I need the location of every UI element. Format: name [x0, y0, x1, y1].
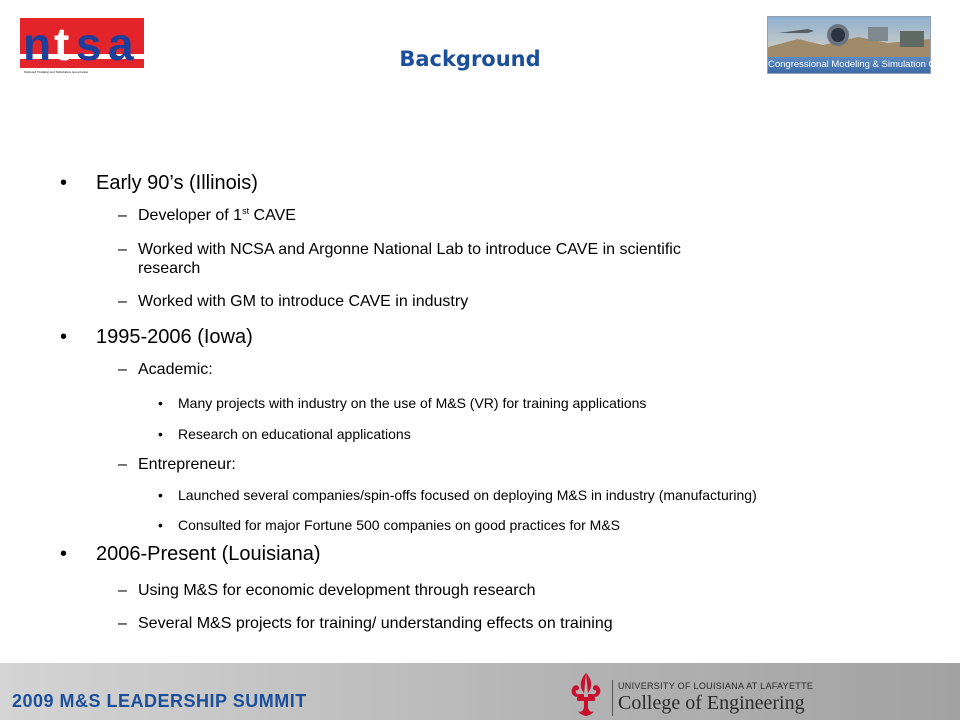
item-gm-industry: Worked with GM to introduce CAVE in industry — [138, 293, 469, 310]
caucus-banner — [767, 16, 961, 74]
ntsa-letter-n: n — [23, 18, 52, 70]
caucus-photo — [768, 17, 930, 57]
ntsa-letter-t: t — [54, 18, 70, 70]
university-name: UNIVERSITY OF LOUISIANA AT LAFAYETTE — [618, 681, 814, 691]
caucus-text: Congressional Modeling & Simulation Caucus — [768, 59, 961, 70]
slide-title: Background — [399, 47, 541, 71]
dash-marker: – — [118, 582, 127, 599]
ordinal-suffix: st — [242, 206, 250, 216]
bullet-marker: • — [60, 172, 68, 194]
footer-title: 2009 M&S LEADERSHIP SUMMIT — [12, 691, 307, 711]
bullet-marker: • — [158, 517, 163, 533]
fleur-de-lis-icon — [568, 671, 604, 717]
dash-marker: – — [118, 361, 127, 378]
bullet-marker: • — [158, 426, 163, 442]
item-training-applications: Many projects with industry on the use of M&S (VR) for training applications — [178, 395, 647, 411]
subheading-academic: Academic: — [138, 361, 213, 378]
item-economic-development: Using M&S for economic development through research — [138, 582, 536, 599]
ntsa-letter-s: s — [76, 18, 102, 70]
item-fortune-500: Consulted for major Fortune 500 companies on good practices for M&S — [178, 517, 621, 533]
item-developer-cave — [138, 207, 296, 225]
item-developer-cave-end: CAVE — [249, 207, 296, 224]
section-heading-illinois: Early 90’s (Illinois) — [96, 172, 258, 194]
section-heading-iowa: 1995-2006 (Iowa) — [96, 326, 253, 348]
dash-marker: – — [118, 293, 127, 310]
dash-marker: – — [118, 615, 127, 632]
item-ncsa-argonne-line2: research — [138, 260, 201, 277]
item-ncsa-argonne-line1: Worked with NCSA and Argonne National Lab to introduce CAVE in scientific — [138, 241, 681, 258]
ull-divider — [612, 680, 613, 716]
subheading-entrepreneur: Entrepreneur: — [138, 456, 236, 473]
bullet-marker: • — [60, 543, 68, 565]
bullet-marker: • — [158, 487, 163, 503]
ntsa-tagline: National Training and Simulation Association — [24, 70, 89, 74]
item-training-effects: Several M&S projects for training/ understanding effects on training — [138, 615, 613, 632]
ntsa-letter-a: a — [108, 18, 134, 70]
item-educational-applications: Research on educational applications — [178, 426, 411, 442]
ull-logo — [568, 671, 948, 717]
footer-bar — [0, 663, 960, 720]
bullet-marker: • — [60, 326, 68, 348]
item-developer-cave-text: Developer of 1 — [138, 207, 243, 224]
dash-marker: – — [118, 207, 127, 224]
section-heading-louisiana: 2006-Present (Louisiana) — [96, 543, 321, 565]
dash-marker: – — [118, 456, 127, 473]
college-name: College of Engineering — [618, 692, 805, 714]
item-spin-offs: Launched several companies/spin-offs focused on deploying M&S in industry (manufacturing) — [178, 487, 757, 503]
dash-marker: – — [118, 241, 127, 258]
bullet-marker: • — [158, 395, 163, 411]
